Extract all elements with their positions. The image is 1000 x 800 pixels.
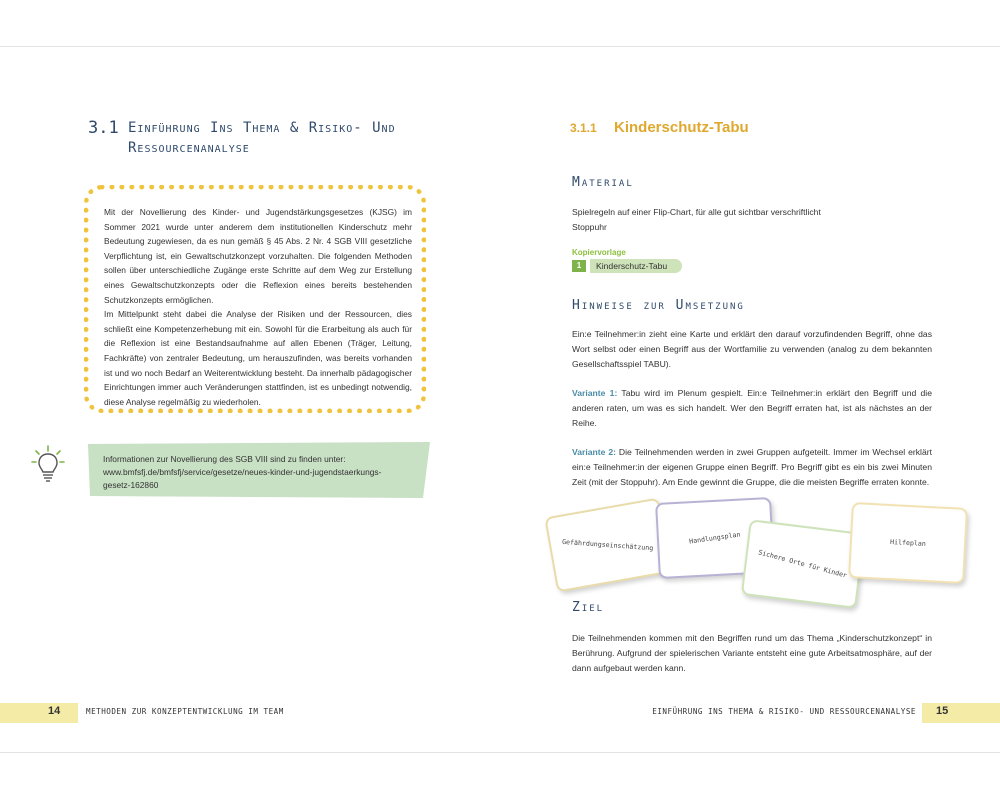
info-line: Informationen zur Novellierung des SGB VIII sind zu finden unter: — [103, 454, 346, 464]
hinweise-heading: Hinweise zur Umsetzung — [572, 298, 745, 313]
variante-2-text: Die Teilnehmenden werden in zwei Gruppen aufgeteilt. Immer im Wechsel erklärt ein:e Teilnehmer:in der eigenen Gruppe einen Begriff. Pro Begriff gibt es ein bis zwei Minuten Zeit (mit der Stoppuhr). Am Ende gewinnt die Gruppe, die die meisten Begriffe erraten konnte. — [572, 447, 932, 487]
footer-left-band — [0, 703, 78, 723]
intro-text — [104, 205, 412, 409]
term-card-label: Gefährdungseinschätzung — [562, 537, 654, 553]
variante-2 — [572, 445, 932, 490]
kopiervorlage-number: 1 — [572, 260, 586, 272]
hinweise-intro: Ein:e Teilnehmer:in zieht eine Karte und erklärt den darauf vorzufindenden Begriff, ohne das Wort selbst oder einen Begriff aus der Wortfamilie zu verwenden (analog zu dem bekannten Gesellschaftsspiel TABU). — [572, 329, 932, 369]
subsection-number: 3.1.1 — [570, 121, 597, 135]
info-link[interactable]: gesetz-162860 — [103, 480, 159, 490]
material-heading: Material — [572, 175, 634, 190]
material-list — [572, 205, 932, 235]
ziel-heading: Ziel — [572, 600, 605, 615]
ziel-text: Die Teilnehmenden kommen mit den Begriffen rund um das Thema „Kinderschutzkonzept“ in Berührung. Aufgrund der spielerischen Variante entsteht eine gute Arbeitsatmosphäre, auf der dann aufgebaut werden kann. — [572, 633, 932, 673]
variante-1-text: Tabu wird im Plenum gespielt. Ein:e Teilnehmer:in erklärt den Begriff und die anderen raten, um was es sich handelt. Wer den Begriff erraten hat, ist als nächstes an der Reihe. — [572, 388, 932, 428]
term-card-label: Sichere Orte für Kinder — [757, 548, 849, 580]
variante-1 — [572, 386, 932, 431]
footer-left-title: METHODEN ZUR KONZEPTENTWICKLUNG IM TEAM — [86, 707, 284, 716]
material-item: Spielregeln auf einer Flip-Chart, für alle gut sichtbar verschriftlicht — [572, 207, 821, 217]
page-number-left: 14 — [48, 705, 61, 717]
hinweise-text — [572, 327, 932, 504]
lightbulb-icon — [30, 444, 66, 488]
variante-2-label: Variante 2: — [572, 447, 616, 457]
kopiervorlage-label: Kopiervorlage — [572, 248, 626, 257]
term-card — [848, 502, 968, 584]
footer-right-band — [922, 703, 1000, 723]
material-item: Stoppuhr — [572, 222, 607, 232]
term-card-label: Hilfeplan — [889, 538, 927, 548]
section-title — [128, 118, 458, 158]
variante-1-label: Variante 1: — [572, 388, 618, 398]
page-number-right: 15 — [936, 705, 949, 717]
info-box — [88, 442, 430, 498]
intro-paragraph: Mit der Novellierung des Kinder- und Jugendstärkungsgesetzes (KJSG) im Sommer 2021 wurde unter anderem dem institutionellen Kinderschutz mehr Bedeutung zugewiesen, da es nun gemäß § 45 Abs. 2 Nr. 4 SGB VIII gesetzliche Verpflichtung ist, ein Gewaltschutzkonzept vorzuhalten. Die folgenden Methoden sollen über unterschiedliche Zugänge erste Schritte auf dem Weg zur Erstellung eines Gewaltschutzkonzepts oder die Reflexion eines bereits bestehenden Schutzkonzepts ermöglichen. — [104, 207, 412, 305]
term-card-label: Handlungsplan — [688, 530, 742, 546]
subsection-title: Kinderschutz-Tabu — [614, 119, 749, 136]
intro-paragraph: Im Mittelpunkt steht dabei die Analyse der Risiken und der Ressourcen, dies schließt eine Kompetenzerhebung mit ein. Sowohl für die Erarbeitung als auch für die Reflexion ist eine Bestandsaufnahme auf allen Ebenen (Träger, Leitung, Fachkräfte) von zentraler Bedeutung, um herauszufinden, was bereits vorhanden ist und wo noch Bedarf an Weiterentwicklung besteht. Da innerhalb pädagogischer Einrichtungen immer auch Veränderungen stattfinden, ist es unbedingt notwendig, diese Analyse regelmäßig zu wiederholen. — [104, 309, 412, 407]
info-text — [103, 453, 423, 492]
footer-right-title: EINFÜHRUNG INS THEMA & RISIKO- UND RESSOURCENANALYSE — [652, 707, 916, 716]
section-title-line: Ressourcenanalyse — [128, 140, 250, 156]
term-card — [741, 519, 865, 609]
info-link[interactable]: www.bmfsfj.de/bmfsfj/service/gesetze/neues-kinder-und-jugendstaerkungs- — [103, 467, 382, 477]
kopiervorlage-title: Kinderschutz-Tabu — [596, 261, 668, 271]
section-number: 3.1 — [88, 118, 119, 138]
kopiervorlage-reference[interactable] — [572, 259, 682, 273]
section-title-line: Einführung Ins Thema & Risiko- Und — [128, 120, 396, 136]
